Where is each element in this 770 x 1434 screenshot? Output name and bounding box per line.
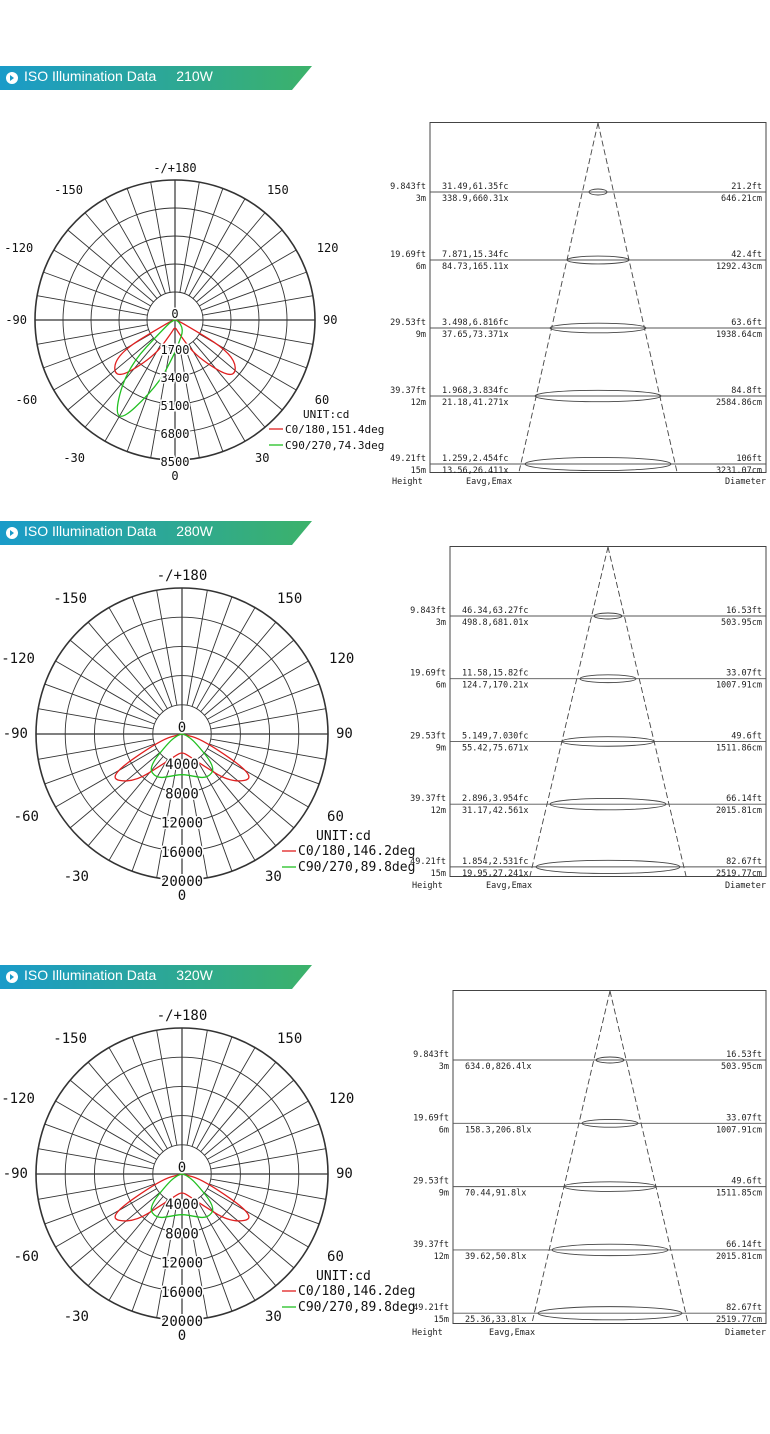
footer-height: Height [412,1328,443,1338]
footer-diameter: Diameter [725,881,766,891]
grid-spoke [37,296,147,315]
angle-label: -30 [63,869,89,886]
angle-label: -150 [53,590,87,607]
row-eavg-emax-lx: 498.8,681.01x [462,618,529,628]
angle-label: 30 [265,869,282,886]
row-diameter-cm: 2519.77cm [715,1315,762,1326]
radial-tick-label: 20000 [160,1314,204,1330]
row-eavg-emax-fc: 1.968,3.834fc [442,386,509,396]
row-diameter-cm: 1511.85cm [715,1188,762,1199]
grid-spoke [187,1030,207,1145]
row-eavg-emax-fc: 3.498,6.816fc [442,318,509,328]
row-height-ft: 9.843ft [410,606,446,616]
row-diameter-ft: 84.8ft [731,386,762,396]
legend-entry: C90/270,89.8deg [298,860,416,875]
section-banner [0,66,312,90]
row-diameter-ft: 49.6ft [731,731,762,742]
angle-label: -/+180 [156,1008,208,1024]
row-eavg-emax-lx: 70.44,91.8lx [465,1188,527,1199]
row-eavg-emax-fc: 2.896,3.954fc [462,794,529,805]
row-height-m: 15m [430,868,446,879]
row-diameter-cm: 3231.07cm [715,466,762,476]
row-height-m: 6m [438,1125,449,1136]
grid-spoke [192,1037,232,1147]
row-diameter-cm: 2584.86cm [715,398,762,408]
row-diameter-ft: 63.6ft [731,318,762,328]
row-eavg-emax-lx: 158.3,206.8lx [465,1125,532,1136]
angle-label: -120 [1,1091,35,1107]
angle-label: -60 [13,809,39,825]
grid-spoke [185,346,223,451]
row-height-ft: 19.69ft [413,1113,449,1124]
angle-label: 0 [177,888,187,904]
banner-title: ISO Illumination Data [24,523,157,539]
row-diameter-cm: 646.21cm [721,194,762,204]
row-eavg-emax-lx: 338.9,660.31x [442,194,509,204]
row-diameter-cm: 2015.81cm [715,1251,762,1262]
row-height-ft: 9.843ft [390,182,426,192]
grid-spoke [211,1149,326,1169]
row-eavg-emax-fc: 31.49,61.35fc [442,182,509,192]
row-diameter-cm: 2015.81cm [715,806,762,817]
row-height-ft: 29.53ft [413,1176,449,1187]
angle-label: 120 [329,651,355,667]
row-eavg-emax-lx: 84.73,165.11x [442,262,509,272]
unit-label: UNIT:cd [316,829,371,844]
angle-label: -/+180 [153,161,197,175]
section-banner [0,965,312,989]
row-eavg-emax-lx: 39.62,50.8lx [465,1251,527,1262]
angle-label: -30 [63,450,85,465]
row-diameter-ft: 66.14ft [726,794,762,805]
row-height-ft: 19.69ft [390,250,426,260]
grid-spoke [43,330,148,368]
row-eavg-emax-lx: 25.36,33.8lx [465,1315,527,1326]
radial-tick-label: 12000 [160,1255,204,1272]
row-height-m: 12m [410,398,426,408]
row-diameter-ft: 49.6ft [731,1176,762,1187]
angle-label: -90 [5,313,27,327]
row-height-m: 9m [435,743,446,754]
grid-spoke [157,1030,177,1145]
row-height-ft: 9.843ft [413,1050,449,1060]
row-eavg-emax-lx: 37.65,73.371x [442,330,509,340]
angle-label: 60 [327,809,344,825]
row-eavg-emax-fc: 7.871,15.34fc [442,250,509,260]
grid-spoke [132,597,172,707]
row-diameter-ft: 82.67ft [726,1303,762,1314]
polar-chart [0,565,416,945]
polar-chart [0,1008,416,1390]
illumination-table [400,990,768,1363]
angle-label: 120 [329,1091,355,1107]
row-height-ft: 19.69ft [410,668,446,679]
grid-spoke [201,330,306,368]
row-eavg-emax-lx: 13.56,26.411x [442,466,509,476]
illumination-table [400,546,768,916]
grid-spoke [43,272,148,310]
angle-label: -90 [2,726,28,742]
legend-entry: C0/180,151.4deg [285,423,385,436]
grid-spoke [209,1124,319,1164]
banner-wattage: 210W [176,68,213,84]
radial-tick-label: 8000 [165,786,199,803]
angle-label: -30 [63,1309,89,1326]
angle-label: -90 [2,1166,28,1182]
illumination-table [380,122,768,512]
angle-label: 90 [336,1166,353,1182]
row-diameter-ft: 66.14ft [726,1239,762,1250]
row-eavg-emax-fc: 1.259,2.454fc [442,454,509,464]
unit-label: UNIT:cd [316,1269,371,1284]
row-diameter-ft: 16.53ft [726,1050,762,1060]
row-diameter-ft: 16.53ft [726,606,762,616]
angle-label: -150 [53,1030,87,1047]
legend-entry: C90/270,74.3deg [285,439,385,452]
row-diameter-cm: 1511.86cm [715,743,762,754]
row-eavg-emax-fc: 46.34,63.27fc [462,606,529,616]
legend-entry: C0/180,146.2deg [298,1284,416,1299]
row-height-ft: 39.37ft [390,386,426,396]
grid-spoke [127,188,165,293]
unit-label: UNIT:cd [303,408,350,421]
angle-label: -60 [13,1249,39,1265]
angle-label: 150 [277,590,303,607]
row-height-ft: 29.53ft [390,318,426,328]
section-banner [0,521,312,545]
row-diameter-ft: 33.07ft [726,1113,762,1124]
row-diameter-ft: 82.67ft [726,856,762,867]
footer-diameter: Diameter [725,477,766,487]
radial-tick-label: 0 [171,307,179,321]
angle-label: -/+180 [156,568,208,584]
row-height-m: 12m [433,1251,449,1262]
row-height-m: 6m [415,262,426,272]
angle-label: 150 [277,1030,303,1047]
row-eavg-emax-lx: 634.0,826.4lx [465,1062,532,1072]
radial-tick-label: 0 [177,720,187,736]
banner-title: ISO Illumination Data [24,68,157,84]
grid-spoke [185,188,223,293]
row-height-ft: 49.21ft [410,856,446,867]
row-diameter-ft: 21.2ft [731,182,762,192]
radial-tick-label: 3400 [160,371,190,385]
grid-spoke [201,272,306,310]
radial-tick-label: 12000 [160,815,204,832]
grid-spoke [37,325,147,344]
angle-label: -60 [15,393,38,407]
footer-height: Height [392,477,423,487]
grid-spoke [187,590,207,705]
radial-tick-label: 20000 [160,874,204,890]
row-diameter-ft: 33.07ft [726,668,762,679]
radial-tick-label: 8000 [165,1226,199,1243]
row-height-ft: 39.37ft [413,1239,449,1250]
row-eavg-emax-fc: 5.149,7.030fc [462,731,529,742]
row-diameter-ft: 106ft [736,454,762,464]
row-diameter-cm: 1007.91cm [715,1125,762,1136]
grid-spoke [45,684,155,724]
angle-label: 120 [316,241,339,255]
row-eavg-emax-lx: 21.18,41.271x [442,398,509,408]
footer-eavg: Eavg,Emax [489,1328,536,1338]
radial-tick-label: 4000 [165,757,199,774]
angle-label: 0 [171,469,179,483]
row-height-ft: 49.21ft [413,1303,449,1314]
grid-spoke [45,1124,155,1164]
row-height-m: 6m [435,680,446,691]
footer-height: Height [412,881,443,891]
angle-label: -120 [1,651,35,667]
footer-diameter: Diameter [725,1328,766,1338]
angle-label: 30 [265,1309,282,1326]
row-diameter-ft: 42.4ft [731,250,762,260]
row-height-m: 9m [415,330,426,340]
row-diameter-cm: 503.95cm [721,618,762,628]
row-diameter-cm: 1007.91cm [715,680,762,691]
row-eavg-emax-fc: 11.58,15.82fc [462,668,529,679]
row-diameter-cm: 1292.43cm [715,262,762,272]
row-eavg-emax-fc: 1.854,2.531fc [462,856,529,867]
angle-label: 60 [314,393,330,407]
row-height-ft: 29.53ft [410,731,446,742]
radial-tick-label: 8500 [160,455,190,469]
grid-spoke [203,296,313,315]
row-eavg-emax-lx: 124.7,170.21x [462,680,529,691]
row-diameter-cm: 1938.64cm [715,330,762,340]
row-eavg-emax-lx: 31.17,42.561x [462,806,529,817]
radial-tick-label: 4000 [165,1197,199,1214]
angle-label: 90 [336,726,353,742]
radial-tick-label: 6800 [160,427,190,441]
row-diameter-cm: 503.95cm [721,1062,762,1072]
banner-wattage: 280W [176,523,213,539]
grid-spoke [151,182,170,292]
row-diameter-cm: 2519.77cm [715,868,762,879]
grid-spoke [203,325,313,344]
banner-wattage: 320W [176,967,213,983]
footer-eavg: Eavg,Emax [486,881,533,891]
row-height-ft: 39.37ft [410,794,446,805]
grid-spoke [211,709,326,729]
angle-label: 0 [177,1328,187,1344]
row-height-m: 12m [430,806,446,817]
polar-chart [0,150,390,530]
row-eavg-emax-lx: 55.42,75.671x [462,743,529,754]
row-height-m: 15m [433,1315,449,1326]
row-height-m: 15m [410,466,426,476]
grid-spoke [132,1037,172,1147]
angle-label: 150 [267,183,289,198]
angle-label: 30 [255,450,270,465]
grid-spoke [192,597,232,707]
grid-spoke [209,684,319,724]
angle-label: -150 [54,183,83,198]
grid-spoke [157,590,177,705]
radial-tick-label: 16000 [160,1284,204,1301]
legend-entry: C90/270,89.8deg [298,1300,416,1315]
grid-spoke [38,1149,153,1169]
row-height-m: 3m [415,194,426,204]
footer-eavg: Eavg,Emax [466,477,513,487]
angle-label: 60 [327,1249,344,1265]
radial-tick-label: 5100 [160,399,190,413]
banner-title: ISO Illumination Data [24,967,157,983]
angle-label: 90 [323,313,338,327]
radial-tick-label: 0 [177,1160,187,1176]
row-height-ft: 49.21ft [390,454,426,464]
row-height-m: 3m [438,1062,449,1072]
grid-spoke [38,709,153,729]
angle-label: -120 [4,241,34,255]
radial-tick-label: 1700 [160,343,190,357]
row-height-m: 3m [435,618,446,628]
grid-spoke [180,182,199,292]
row-height-m: 9m [438,1188,449,1199]
legend-entry: C0/180,146.2deg [298,844,416,859]
row-eavg-emax-lx: 19.95,27.241x [462,868,529,879]
radial-tick-label: 16000 [160,844,204,861]
